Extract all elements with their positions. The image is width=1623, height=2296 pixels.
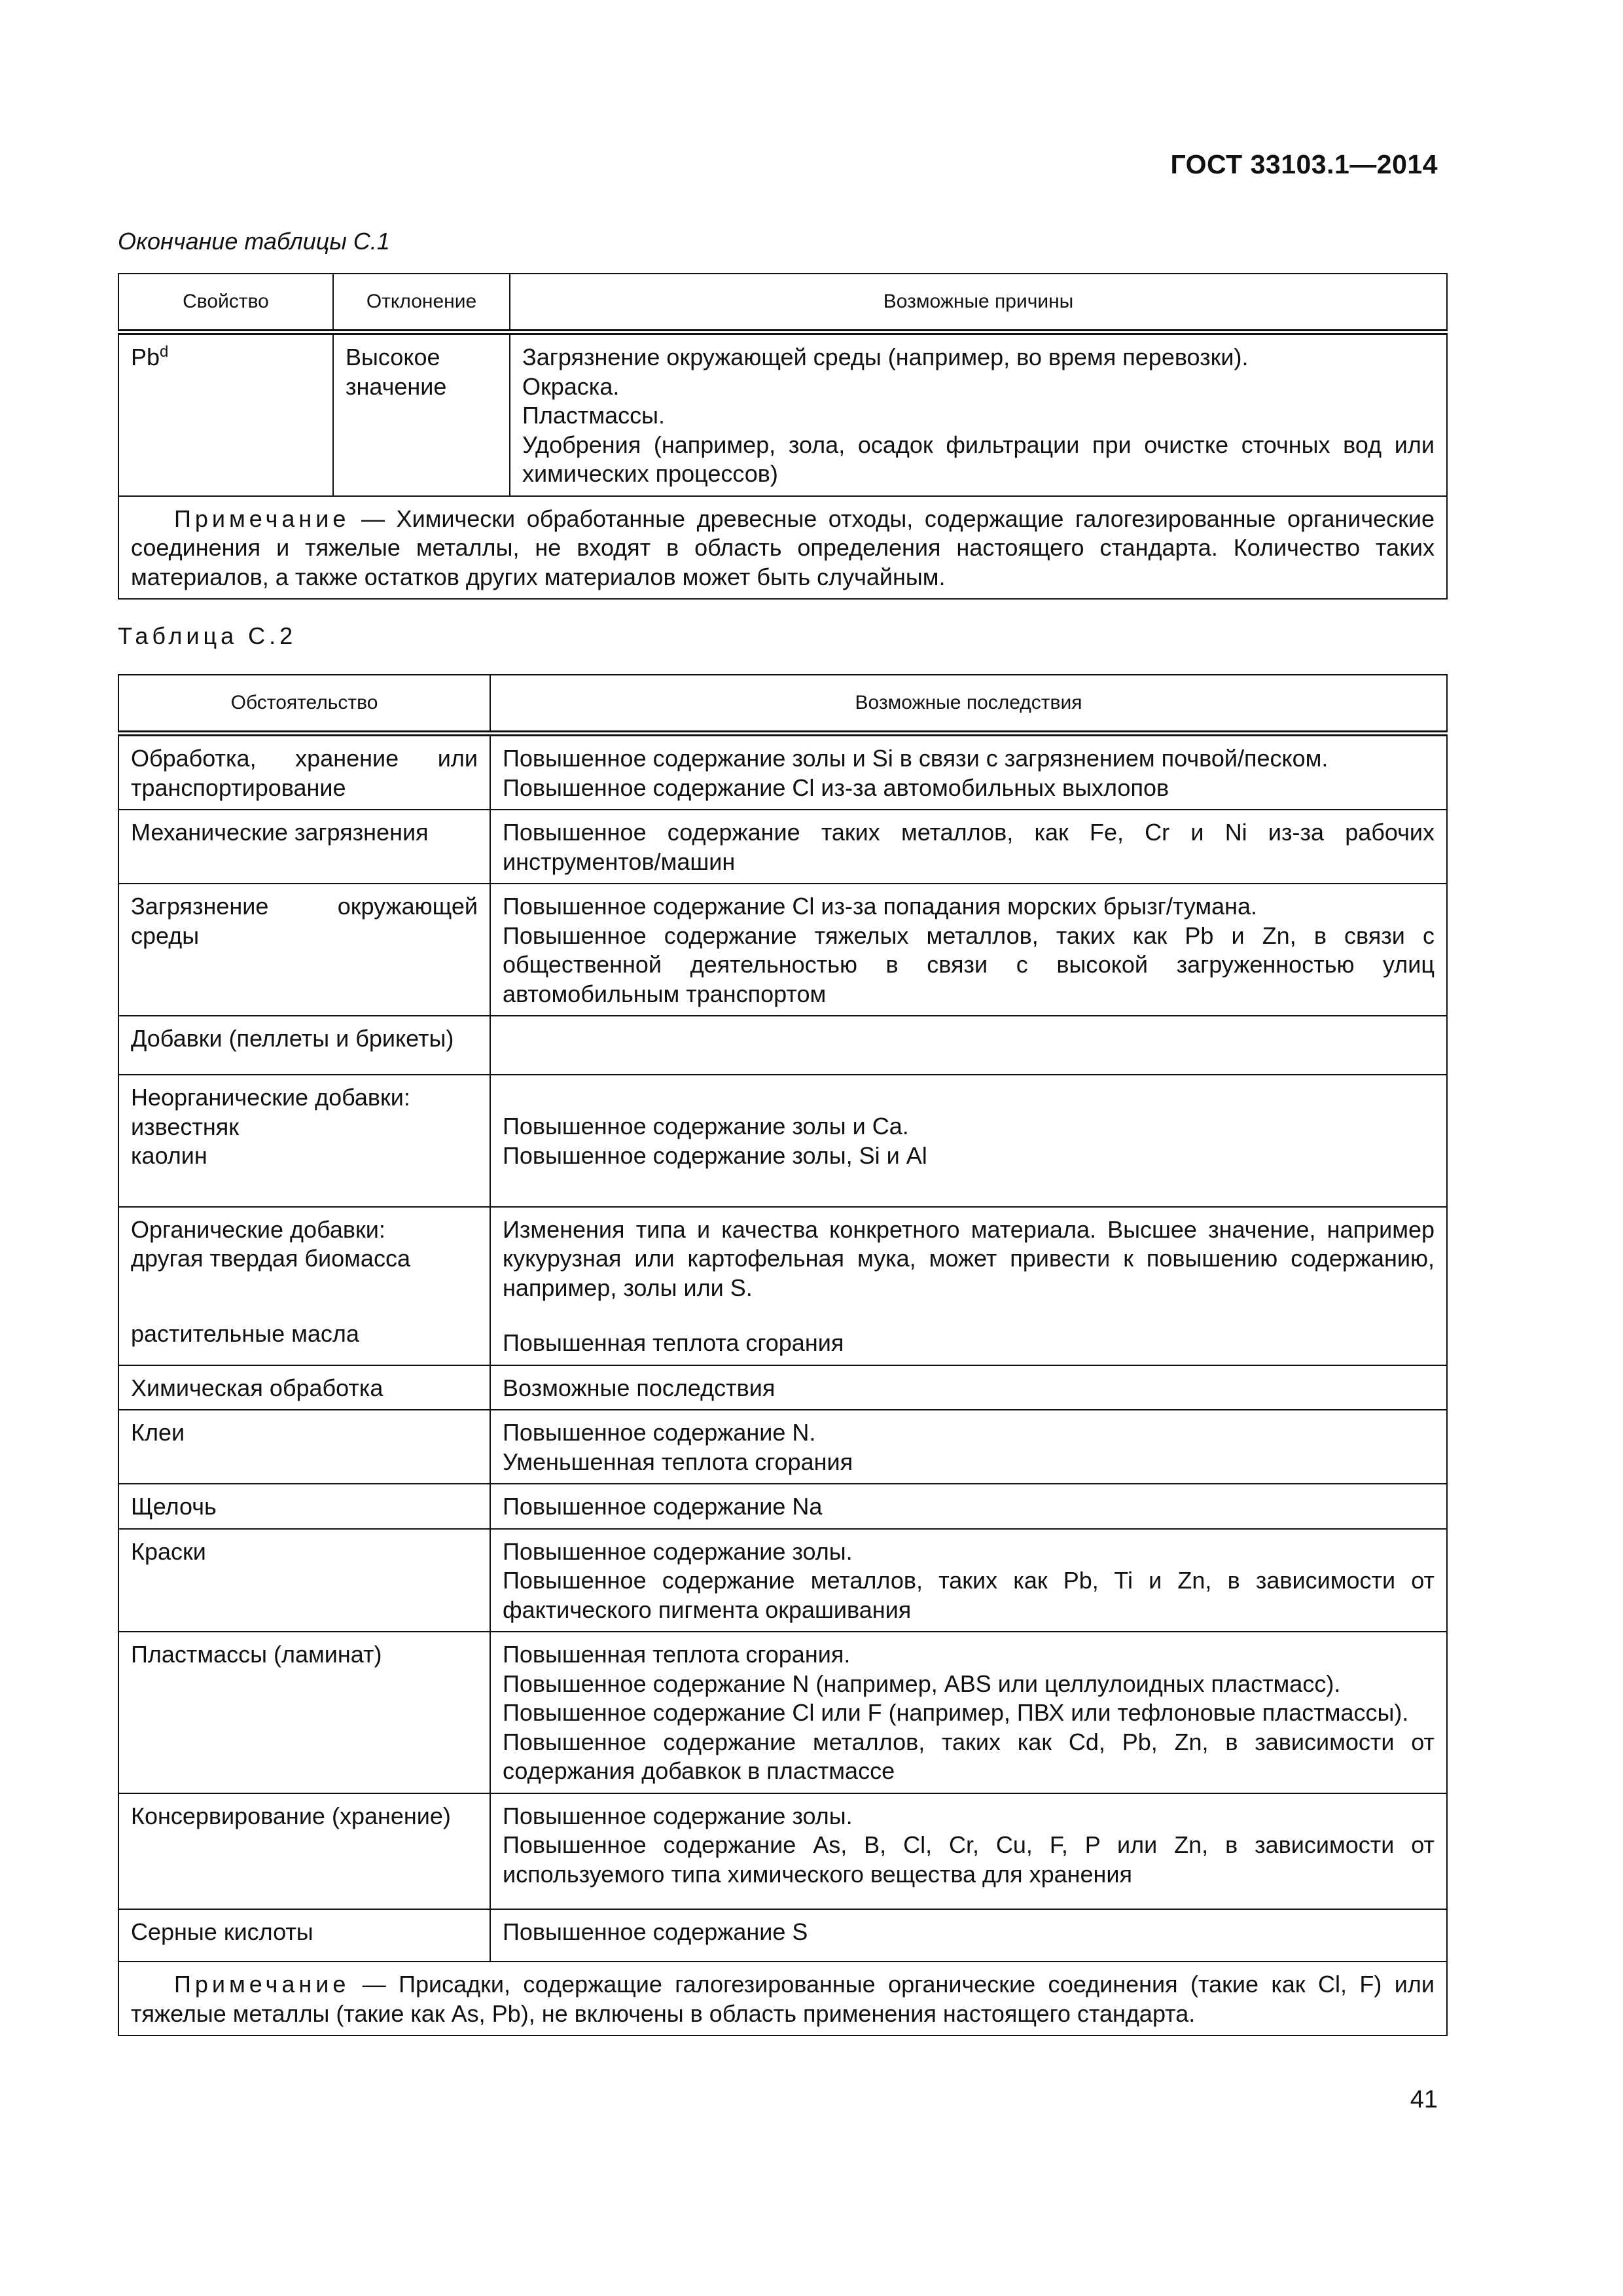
cell-circumstance: Загрязнение окружающей среды [118, 884, 490, 1016]
cell-circumstance: Органические добавки: другая твердая биомасса растительные масла [118, 1207, 490, 1365]
table-row [118, 1909, 1447, 1962]
table-row [118, 1207, 1447, 1365]
cell-deviation: Высокое значение [333, 332, 510, 496]
table-row [118, 1793, 1447, 1910]
table1-note: Примечание — Химически обработанные древесные отходы, содержащие галогезированные органические соединения и тяжелые металлы, не входят в область определения настоящего стандарта. Количество таких материалов, а также остатков других материалов может быть случайным. [118, 496, 1447, 600]
table1-header-row [118, 274, 1447, 332]
table-row [118, 332, 1447, 496]
cell-consequences: Повышенное содержание N. Уменьшенная теплота сгорания [490, 1410, 1447, 1484]
cell-circumstance: Неорганические добавки: известняк каолин [118, 1075, 490, 1207]
cell-consequences: Повышенное содержание золы и Ca. Повышенное содержание золы, Si и Al [490, 1075, 1447, 1207]
table-row [118, 1529, 1447, 1632]
cell-circumstance: Пластмассы (ламинат) [118, 1632, 490, 1793]
table2-note: Примечание — Присадки, содержащие галогезированные органические соединения (такие как Cl, F) или тяжелые металлы (такие как As, Pb), не включены в область применения настоящего стандарта. [118, 1962, 1447, 2036]
table1-caption: Окончание таблицы С.1 [118, 228, 390, 255]
cell-circumstance: Щелочь [118, 1484, 490, 1529]
cell-circumstance: Серные кислоты [118, 1909, 490, 1962]
table2-note-row [118, 1962, 1447, 2036]
page-number: 41 [1410, 2086, 1438, 2113]
table1-note-row [118, 496, 1447, 600]
table2-caption: Таблица С.2 [118, 622, 297, 649]
cell-consequences: Повышенная теплота сгорания. Повышенное содержание N (например, ABS или целлулоидных пластмасс). Повышенное содержание Cl или F (например, ПВХ или тефлоновые пластмассы). Повышенное содержание металлов, таких как Cd, Pb, Zn, в зависимости от содержания добавкок в пластмассе [490, 1632, 1447, 1793]
cell-causes: Загрязнение окружающей среды (например, во время перевозки). Окраска. Пластмассы. Удобрения (например, зола, осадок фильтрации при очистке сточных вод или химических процессов) [510, 332, 1447, 496]
cell-consequences: Повышенное содержание S [490, 1909, 1447, 1962]
table-row [118, 1075, 1447, 1207]
cell-circumstance: Добавки (пеллеты и брикеты) [118, 1016, 490, 1075]
cell-circumstance: Механические загрязнения [118, 810, 490, 884]
cell-circumstance: Обработка, хранение или транспортирование [118, 734, 490, 810]
table-row [118, 810, 1447, 884]
cell-property: Pb$^d$ [118, 332, 333, 496]
table-c1-end [118, 273, 1448, 600]
cell-consequences: Возможные последствия [490, 1365, 1447, 1410]
cell-consequences [490, 1016, 1447, 1075]
document-code: ГОСТ 33103.1—2014 [1170, 149, 1438, 179]
cell-consequences: Повышенное содержание золы. Повышенное содержание металлов, таких как Pb, Ti и Zn, в зависимости от фактического пигмента окрашивания [490, 1529, 1447, 1632]
table-c2 [118, 674, 1448, 2036]
cell-circumstance: Клеи [118, 1410, 490, 1484]
table-row [118, 734, 1447, 810]
table-row [118, 1410, 1447, 1484]
table-row [118, 1016, 1447, 1075]
cell-consequences: Изменения типа и качества конкретного материала. Высшее значение, например кукурузная или картофельная мука, может привести к повышению содержанию, например, золы или S. Повышенная теплота сгорания [490, 1207, 1447, 1365]
table-row [118, 1632, 1447, 1793]
table2-col-consequences: Возможные последствия [490, 675, 1447, 734]
cell-consequences: Повышенное содержание золы и Si в связи с загрязнением почвой/песком. Повышенное содержание Cl из-за автомобильных выхлопов [490, 734, 1447, 810]
table1-col-causes: Возможные причины [510, 274, 1447, 332]
table2-col-circumstance: Обстоятельство [118, 675, 490, 734]
table-row [118, 884, 1447, 1016]
table2-header-row [118, 675, 1447, 734]
cell-consequences: Повышенное содержание золы. Повышенное содержание As, B, Cl, Cr, Cu, F, P или Zn, в зависимости от используемого типа химического вещества для хранения [490, 1793, 1447, 1910]
cell-consequences: Повышенное содержание Na [490, 1484, 1447, 1529]
table1-col-deviation: Отклонение [333, 274, 510, 332]
table1-col-property: Свойство [118, 274, 333, 332]
cell-consequences: Повышенное содержание Cl из-за попадания морских брызг/тумана. Повышенное содержание тяжелых металлов, таких как Pb и Zn, в связи с общественной деятельностью в связи с высокой загруженностью улиц автомобильным транспортом [490, 884, 1447, 1016]
table-row [118, 1365, 1447, 1410]
cell-consequences: Повышенное содержание таких металлов, как Fe, Cr и Ni из-за рабочих инструментов/машин [490, 810, 1447, 884]
cell-circumstance: Химическая обработка [118, 1365, 490, 1410]
cell-circumstance: Краски [118, 1529, 490, 1632]
cell-circumstance: Консервирование (хранение) [118, 1793, 490, 1910]
table-row [118, 1484, 1447, 1529]
